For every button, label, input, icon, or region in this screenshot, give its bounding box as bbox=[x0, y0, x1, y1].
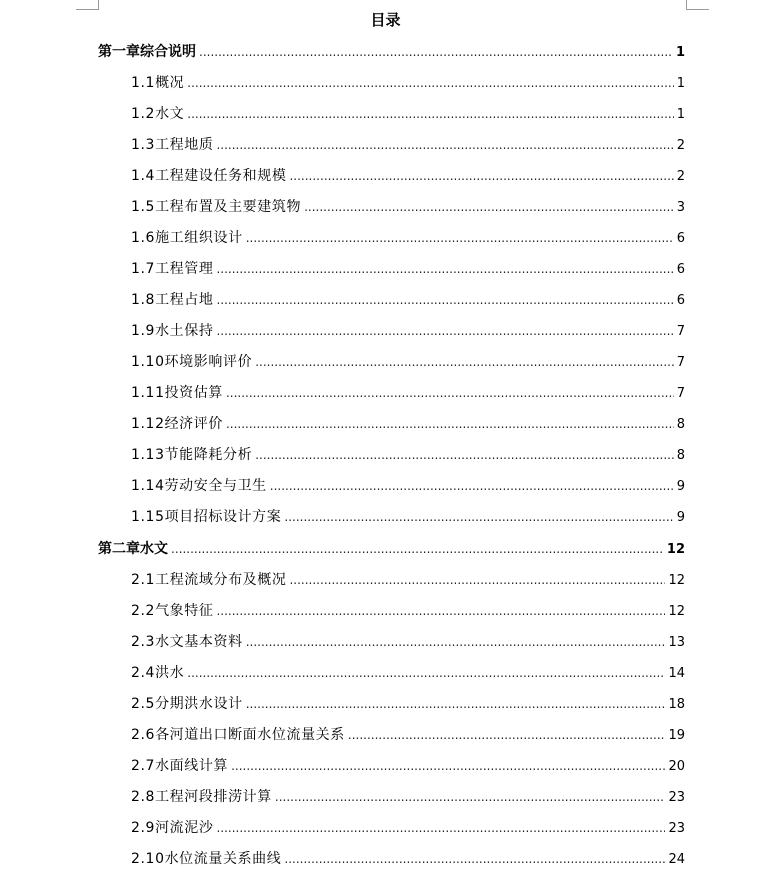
toc-leader-dots bbox=[199, 42, 673, 62]
toc-section-number: 1.1 bbox=[131, 75, 156, 91]
toc-leader-dots bbox=[275, 787, 666, 807]
toc-leader-dots bbox=[348, 725, 666, 745]
toc-entry-1-7[interactable] bbox=[131, 259, 685, 279]
toc-entry-2-5[interactable] bbox=[131, 694, 685, 714]
toc-leader-dots bbox=[289, 166, 673, 186]
toc-section-label: 环境影响评价 bbox=[164, 354, 253, 370]
toc-page-number: 7 bbox=[676, 324, 685, 339]
toc-section-label: 施工组织设计 bbox=[155, 230, 243, 246]
toc-leader-dots bbox=[216, 259, 673, 279]
toc-page-number: 8 bbox=[676, 417, 685, 432]
toc-page-number: 7 bbox=[676, 386, 685, 401]
toc-entry-2-3[interactable] bbox=[131, 632, 685, 652]
toc-leader-dots bbox=[226, 383, 674, 403]
toc-section-number: 2.4 bbox=[131, 665, 156, 681]
toc-title: 目录 bbox=[370, 11, 401, 29]
toc-page-number: 8 bbox=[676, 448, 685, 463]
toc-section-number: 2.9 bbox=[131, 820, 156, 836]
toc-entry-1-14[interactable] bbox=[131, 476, 685, 496]
toc-entry-1-13[interactable] bbox=[131, 445, 685, 465]
toc-entry-2-6[interactable] bbox=[131, 725, 685, 745]
toc-section-number: 1.8 bbox=[131, 292, 156, 308]
toc-section-label: 节能降耗分析 bbox=[164, 447, 253, 463]
toc-entry-1-5[interactable] bbox=[131, 197, 685, 217]
toc-section-number: 1.14 bbox=[131, 478, 165, 494]
toc-leader-dots bbox=[216, 601, 665, 621]
toc-chapter-label: 第二章水文 bbox=[98, 541, 168, 557]
toc-leader-dots bbox=[246, 632, 666, 652]
toc-section-label: 各河道出口断面水位流量关系 bbox=[155, 727, 345, 743]
toc-section-number: 2.3 bbox=[131, 634, 156, 650]
toc-leader-dots bbox=[226, 414, 674, 434]
toc-leader-dots bbox=[187, 73, 673, 93]
toc-chapter-label: 第一章综合说明 bbox=[98, 44, 196, 60]
toc-page-number: 14 bbox=[668, 666, 685, 681]
toc-section-number: 1.4 bbox=[131, 168, 156, 184]
toc-leader-dots bbox=[255, 352, 674, 372]
toc-page-number: 12 bbox=[668, 604, 685, 619]
toc-section-number: 2.7 bbox=[131, 758, 156, 774]
toc-section-label: 气象特征 bbox=[155, 603, 214, 619]
toc-leader-dots bbox=[231, 756, 665, 776]
toc-entry-2-1[interactable] bbox=[131, 570, 685, 590]
toc-section-label: 水土保持 bbox=[155, 323, 214, 339]
toc-leader-dots bbox=[246, 694, 666, 714]
toc-page-number: 9 bbox=[676, 510, 685, 525]
toc-section-label: 工程布置及主要建筑物 bbox=[155, 199, 302, 215]
toc-leader-dots bbox=[216, 290, 673, 310]
toc-section-number: 2.6 bbox=[131, 727, 156, 743]
toc-section-number: 1.10 bbox=[131, 354, 165, 370]
toc-section-label: 水文基本资料 bbox=[155, 634, 243, 650]
toc-section-number: 2.5 bbox=[131, 696, 156, 712]
toc-page-number: 19 bbox=[668, 728, 685, 743]
toc-page-number: 12 bbox=[666, 542, 685, 557]
toc-section-number: 2.2 bbox=[131, 603, 156, 619]
toc-section-label: 分期洪水设计 bbox=[155, 696, 243, 712]
toc-entry-2-9[interactable] bbox=[131, 818, 685, 838]
toc-entry-1-15[interactable] bbox=[131, 507, 685, 527]
toc-leader-dots bbox=[216, 321, 673, 341]
toc-page-number: 13 bbox=[668, 635, 685, 650]
toc-entry-2-2[interactable] bbox=[131, 601, 685, 621]
toc-entry-1-12[interactable] bbox=[131, 414, 685, 434]
toc-leader-dots bbox=[187, 663, 665, 683]
toc-section-label: 水面线计算 bbox=[155, 758, 229, 774]
toc-section-label: 工程地质 bbox=[155, 137, 214, 153]
toc-page-number: 1 bbox=[676, 107, 685, 122]
toc-section-number: 2.1 bbox=[131, 572, 156, 588]
toc-section-label: 投资估算 bbox=[164, 385, 223, 401]
toc-leader-dots bbox=[187, 104, 673, 124]
toc-entry-1-11[interactable] bbox=[131, 383, 685, 403]
toc-page-number: 23 bbox=[668, 790, 685, 805]
toc-leader-dots bbox=[289, 570, 665, 590]
toc-entry-1-8[interactable] bbox=[131, 290, 685, 310]
toc-leader-dots bbox=[304, 197, 674, 217]
toc-page-number: 6 bbox=[676, 293, 685, 308]
toc-page-number: 20 bbox=[668, 759, 685, 774]
toc-section-number: 1.11 bbox=[131, 385, 165, 401]
toc-leader-dots bbox=[270, 476, 674, 496]
toc-leader-dots bbox=[255, 445, 674, 465]
toc-section-label: 水文 bbox=[155, 106, 185, 122]
toc-section-label: 项目招标设计方案 bbox=[164, 509, 282, 525]
toc-page-number: 23 bbox=[668, 821, 685, 836]
toc-section-number: 1.5 bbox=[131, 199, 156, 215]
toc-section-number: 1.12 bbox=[131, 416, 165, 432]
toc-section-number: 1.2 bbox=[131, 106, 156, 122]
toc-entry-2-4[interactable] bbox=[131, 663, 685, 683]
toc-leader-dots bbox=[171, 539, 664, 559]
toc-section-label: 工程流域分布及概况 bbox=[155, 572, 287, 588]
toc-entry-1-2[interactable] bbox=[131, 104, 685, 124]
toc-entry-1-3[interactable] bbox=[131, 135, 685, 155]
toc-section-number: 2.8 bbox=[131, 789, 156, 805]
toc-page-number: 24 bbox=[668, 852, 685, 867]
toc-page-number: 18 bbox=[668, 697, 685, 712]
toc-page-number: 1 bbox=[676, 76, 685, 91]
toc-page-number: 9 bbox=[676, 479, 685, 494]
toc-page-number: 2 bbox=[676, 169, 685, 184]
toc-entry-2-8[interactable] bbox=[131, 787, 685, 807]
toc-page-number: 3 bbox=[676, 200, 685, 215]
toc-section-number: 2.10 bbox=[131, 851, 165, 867]
toc-section-label: 工程建设任务和规模 bbox=[155, 168, 287, 184]
toc-chapter-2[interactable] bbox=[98, 539, 685, 559]
toc-chapter-1[interactable] bbox=[98, 42, 685, 62]
toc-section-number: 1.6 bbox=[131, 230, 156, 246]
toc-leader-dots bbox=[246, 228, 674, 248]
toc-page-number: 12 bbox=[668, 573, 685, 588]
toc-leader-dots bbox=[216, 135, 673, 155]
toc-section-label: 工程河段排涝计算 bbox=[155, 789, 272, 805]
toc-section-number: 1.15 bbox=[131, 509, 165, 525]
toc-page-number: 6 bbox=[676, 262, 685, 277]
toc-entry-1-9[interactable] bbox=[131, 321, 685, 341]
toc-entry-1-10[interactable] bbox=[131, 352, 685, 372]
toc-leader-dots bbox=[284, 507, 673, 527]
toc-section-number: 1.9 bbox=[131, 323, 156, 339]
toc-entry-1-4[interactable] bbox=[131, 166, 685, 186]
toc-section-label: 概况 bbox=[155, 75, 185, 91]
toc-section-label: 洪水 bbox=[155, 665, 185, 681]
toc-leader-dots bbox=[216, 818, 665, 838]
toc-page-number: 1 bbox=[675, 45, 685, 60]
toc-section-number: 1.7 bbox=[131, 261, 156, 277]
toc-section-number: 1.3 bbox=[131, 137, 156, 153]
toc-entry-1-6[interactable] bbox=[131, 228, 685, 248]
toc-entry-1-1[interactable] bbox=[131, 73, 685, 93]
toc-section-label: 工程管理 bbox=[155, 261, 214, 277]
toc-section-label: 工程占地 bbox=[155, 292, 214, 308]
toc-page-number: 7 bbox=[676, 355, 685, 370]
toc-section-label: 劳动安全与卫生 bbox=[164, 478, 267, 494]
toc-page-number: 2 bbox=[676, 138, 685, 153]
toc-section-label: 水位流量关系曲线 bbox=[164, 851, 282, 867]
toc-section-label: 经济评价 bbox=[164, 416, 223, 432]
toc-section-label: 河流泥沙 bbox=[155, 820, 214, 836]
toc-entry-2-10[interactable] bbox=[131, 849, 685, 869]
toc-leader-dots bbox=[284, 849, 665, 869]
toc-section-number: 1.13 bbox=[131, 447, 165, 463]
toc-page-number: 6 bbox=[676, 231, 685, 246]
toc-entry-2-7[interactable] bbox=[131, 756, 685, 776]
